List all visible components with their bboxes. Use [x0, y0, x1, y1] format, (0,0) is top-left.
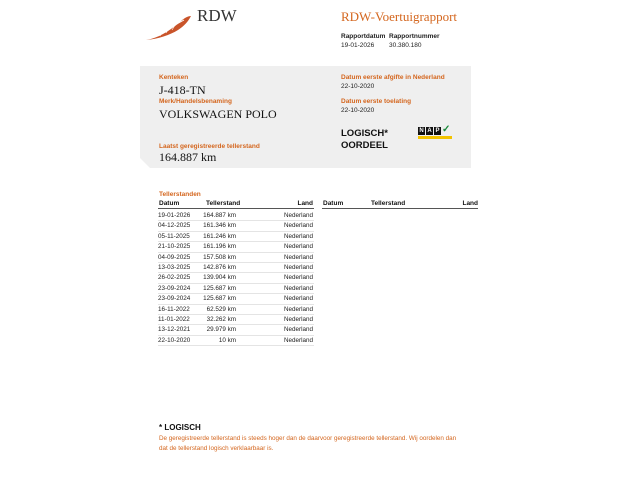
- reading-km: 164.887 km: [203, 212, 236, 219]
- nap-logo: [418, 124, 452, 140]
- reading-date: 23-09-2024: [158, 284, 191, 292]
- reading-km: 157.508 km: [203, 253, 236, 261]
- make-label: Merk/Handelsbenaming: [159, 98, 232, 105]
- reading-km: 161.196 km: [203, 243, 236, 251]
- reading-country: Nederland: [283, 326, 313, 334]
- col-header-land: Land: [297, 200, 313, 207]
- reading-km: 139.904 km: [203, 274, 236, 282]
- readings-title: Tellerstanden: [159, 191, 201, 198]
- reading-country: Nederland: [283, 212, 313, 219]
- reading-km: 10 km: [218, 336, 236, 344]
- rdw-leaf-logo-icon: [144, 14, 192, 42]
- reading-country: Nederland: [283, 232, 313, 240]
- first-admission-label: Datum eerste toelating: [341, 98, 412, 105]
- reading-date: 22-10-2020: [158, 336, 191, 344]
- reading-date: 13-12-2021: [158, 326, 191, 334]
- footnote-title: * LOGISCH: [159, 423, 201, 432]
- verdict-line-2: OORDEEL: [341, 140, 388, 151]
- col-header-land-right: Land: [462, 200, 478, 207]
- odometer-value: 164.887 km: [159, 150, 217, 164]
- reading-country: Nederland: [283, 305, 313, 313]
- reading-country: Nederland: [283, 295, 313, 303]
- plate-label: Kenteken: [159, 74, 189, 81]
- first-admission-value: 22-10-2020: [341, 107, 375, 114]
- first-registration-value: 22-10-2020: [341, 83, 375, 90]
- first-registration-label: Datum eerste afgifte in Nederland: [341, 74, 445, 81]
- reading-date: 19-01-2026: [158, 212, 191, 219]
- make-value: VOLKSWAGEN POLO: [159, 107, 277, 121]
- brand-name: RDW: [197, 6, 237, 25]
- reading-country: Nederland: [283, 222, 313, 230]
- report-number-label: Rapportnummer: [389, 33, 440, 40]
- col-header-km: Tellerstand: [206, 200, 241, 207]
- nap-letter-n: N: [419, 128, 424, 134]
- reading-km: 161.246 km: [203, 232, 236, 240]
- reading-country: Nederland: [283, 336, 313, 344]
- report-title: RDW-Voertuigrapport: [341, 9, 458, 24]
- header-divider-left: [158, 208, 314, 209]
- nap-letter-a: A: [427, 128, 432, 134]
- reading-date: 26-02-2025: [158, 274, 191, 282]
- reading-km: 62.529 km: [206, 305, 236, 313]
- reading-date: 04-12-2025: [158, 222, 191, 230]
- reading-country: Nederland: [283, 316, 313, 323]
- reading-km: 32.262 km: [206, 316, 236, 323]
- reading-country: Nederland: [283, 274, 313, 282]
- reading-date: 16-11-2022: [158, 305, 190, 313]
- reading-country: Nederland: [283, 243, 313, 251]
- col-header-date-right: Datum: [323, 200, 344, 207]
- reading-km: 142.876 km: [203, 264, 236, 271]
- reading-date: 04-09-2025: [158, 253, 191, 261]
- reading-km: 29.979 km: [206, 326, 236, 334]
- nap-yellow-bar: [418, 136, 452, 139]
- plate-value: J-418-TN: [159, 83, 206, 97]
- reading-country: Nederland: [283, 284, 313, 292]
- header-divider-right: [322, 208, 478, 209]
- reading-date: 05-11-2025: [158, 232, 190, 240]
- footnote-text: De geregistreerde tellerstand is steeds hoger dan de daarvoor geregistreerde tellerstand. Wij oordelen dan dat de tellerstand logisch verklaarbaar is.: [159, 435, 457, 452]
- verdict-line-1: LOGISCH*: [341, 128, 388, 139]
- report-number-value: 30.380.180: [389, 42, 422, 49]
- reading-country: Nederland: [283, 264, 313, 271]
- reading-date: 21-10-2025: [158, 243, 191, 251]
- reading-date: 13-03-2025: [158, 264, 191, 271]
- reading-date: 11-01-2022: [158, 316, 190, 323]
- report-date-value: 19-01-2026: [341, 42, 375, 49]
- reading-date: 23-09-2024: [158, 295, 191, 303]
- report-date-label: Rapportdatum: [341, 33, 386, 40]
- col-header-km-right: Tellerstand: [371, 200, 406, 207]
- checkmark-icon: ✓: [442, 124, 451, 135]
- table-row: [158, 335, 314, 346]
- reading-km: 161.346 km: [203, 222, 236, 230]
- col-header-date: Datum: [159, 200, 180, 207]
- nap-letter-p: P: [435, 128, 440, 134]
- odometer-label: Laatst geregistreerde tellerstand: [159, 143, 260, 150]
- reading-km: 125.687 km: [203, 284, 236, 292]
- reading-country: Nederland: [283, 253, 313, 261]
- reading-km: 125.687 km: [203, 295, 236, 303]
